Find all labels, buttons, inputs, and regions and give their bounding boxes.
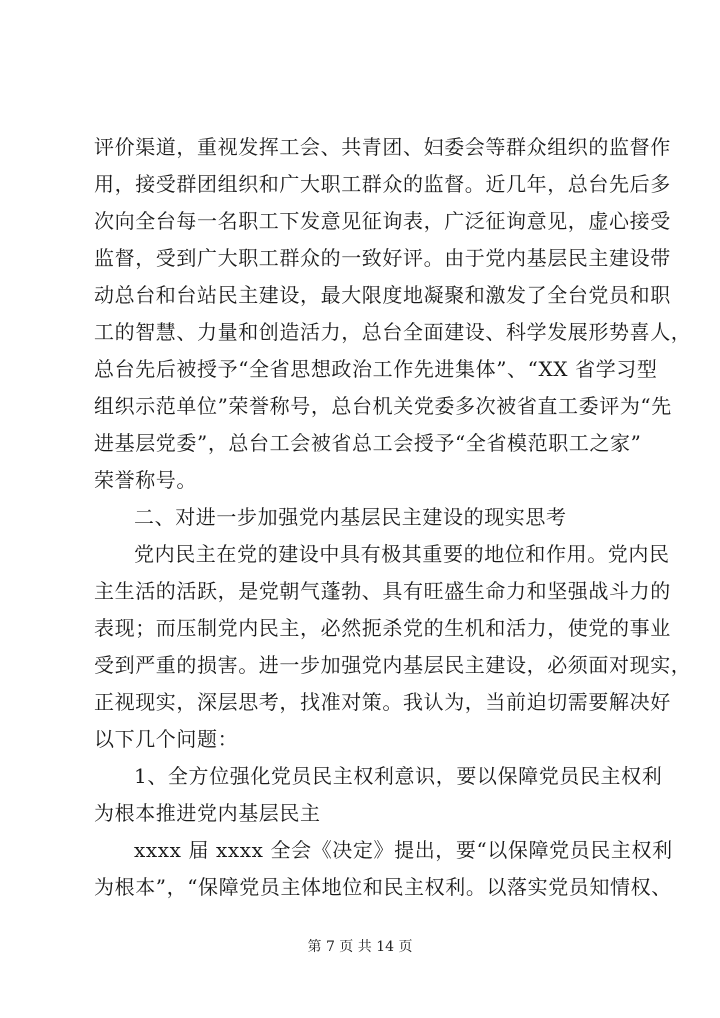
text-line: 用，接受群团组织和广大职工群众的监督。近几年，总台先后多 (94, 172, 671, 196)
section-heading: 二、对进一步加强党内基层民主建设的现实思考 (134, 505, 567, 529)
text-line: 组织示范单位”荣誉称号，总台机关党委多次被省直工委评为“先 (94, 394, 672, 418)
text-line: 表现；而压制党内民主，必然扼杀党的生机和活力，使党的事业 (94, 616, 671, 640)
text-line: 监督，受到广大职工群众的一致好评。由于党内基层民主建设带 (94, 246, 671, 270)
page-footer: 第 7 页 共 14 页 (307, 939, 413, 955)
text-line: 受到严重的损害。进一步加强党内基层民主建设，必须面对现实， (94, 653, 692, 677)
subsection-heading-cont: 为根本推进党内基层民主 (94, 801, 321, 825)
text-line: 主生活的活跃，是党朝气蓬勃、具有旺盛生命力和坚强战斗力的 (94, 579, 671, 603)
text-line: 动总台和台站民主建设，最大限度地凝聚和激发了全台党员和职 (94, 283, 671, 307)
text-line: 荣誉称号。 (94, 468, 197, 492)
text-line: 为根本”，“保障党员主体地位和民主权利。以落实党员知情权、 (94, 875, 672, 899)
text-line: 次向全台每一名职工下发意见征询表，广泛征询意见，虚心接受 (94, 209, 671, 233)
text-line: xxxx 届 xxxx 全会《决定》提出，要“以保障党员民主权利 (134, 838, 673, 862)
text-line: 正视现实，深层思考，找准对策。我认为，当前迫切需要解决好 (94, 690, 671, 714)
text-line: 以下几个问题： (94, 727, 239, 751)
text-line: 总台先后被授予“全省思想政治工作先进集体”、“XX 省学习型 (94, 357, 658, 381)
subsection-heading: 1、全方位强化党员民主权利意识，要以保障党员民主权利 (134, 764, 663, 788)
text-line: 工的智慧、力量和创造活力，总台全面建设、科学发展形势喜人， (94, 320, 692, 344)
text-line: 评价渠道，重视发挥工会、共青团、妇委会等群众组织的监督作 (94, 135, 671, 159)
text-line: 党内民主在党的建设中具有极其重要的地位和作用。党内民 (134, 542, 670, 566)
text-line: 进基层党委”，总台工会被省总工会授予“全省模范职工之家” (94, 431, 642, 455)
